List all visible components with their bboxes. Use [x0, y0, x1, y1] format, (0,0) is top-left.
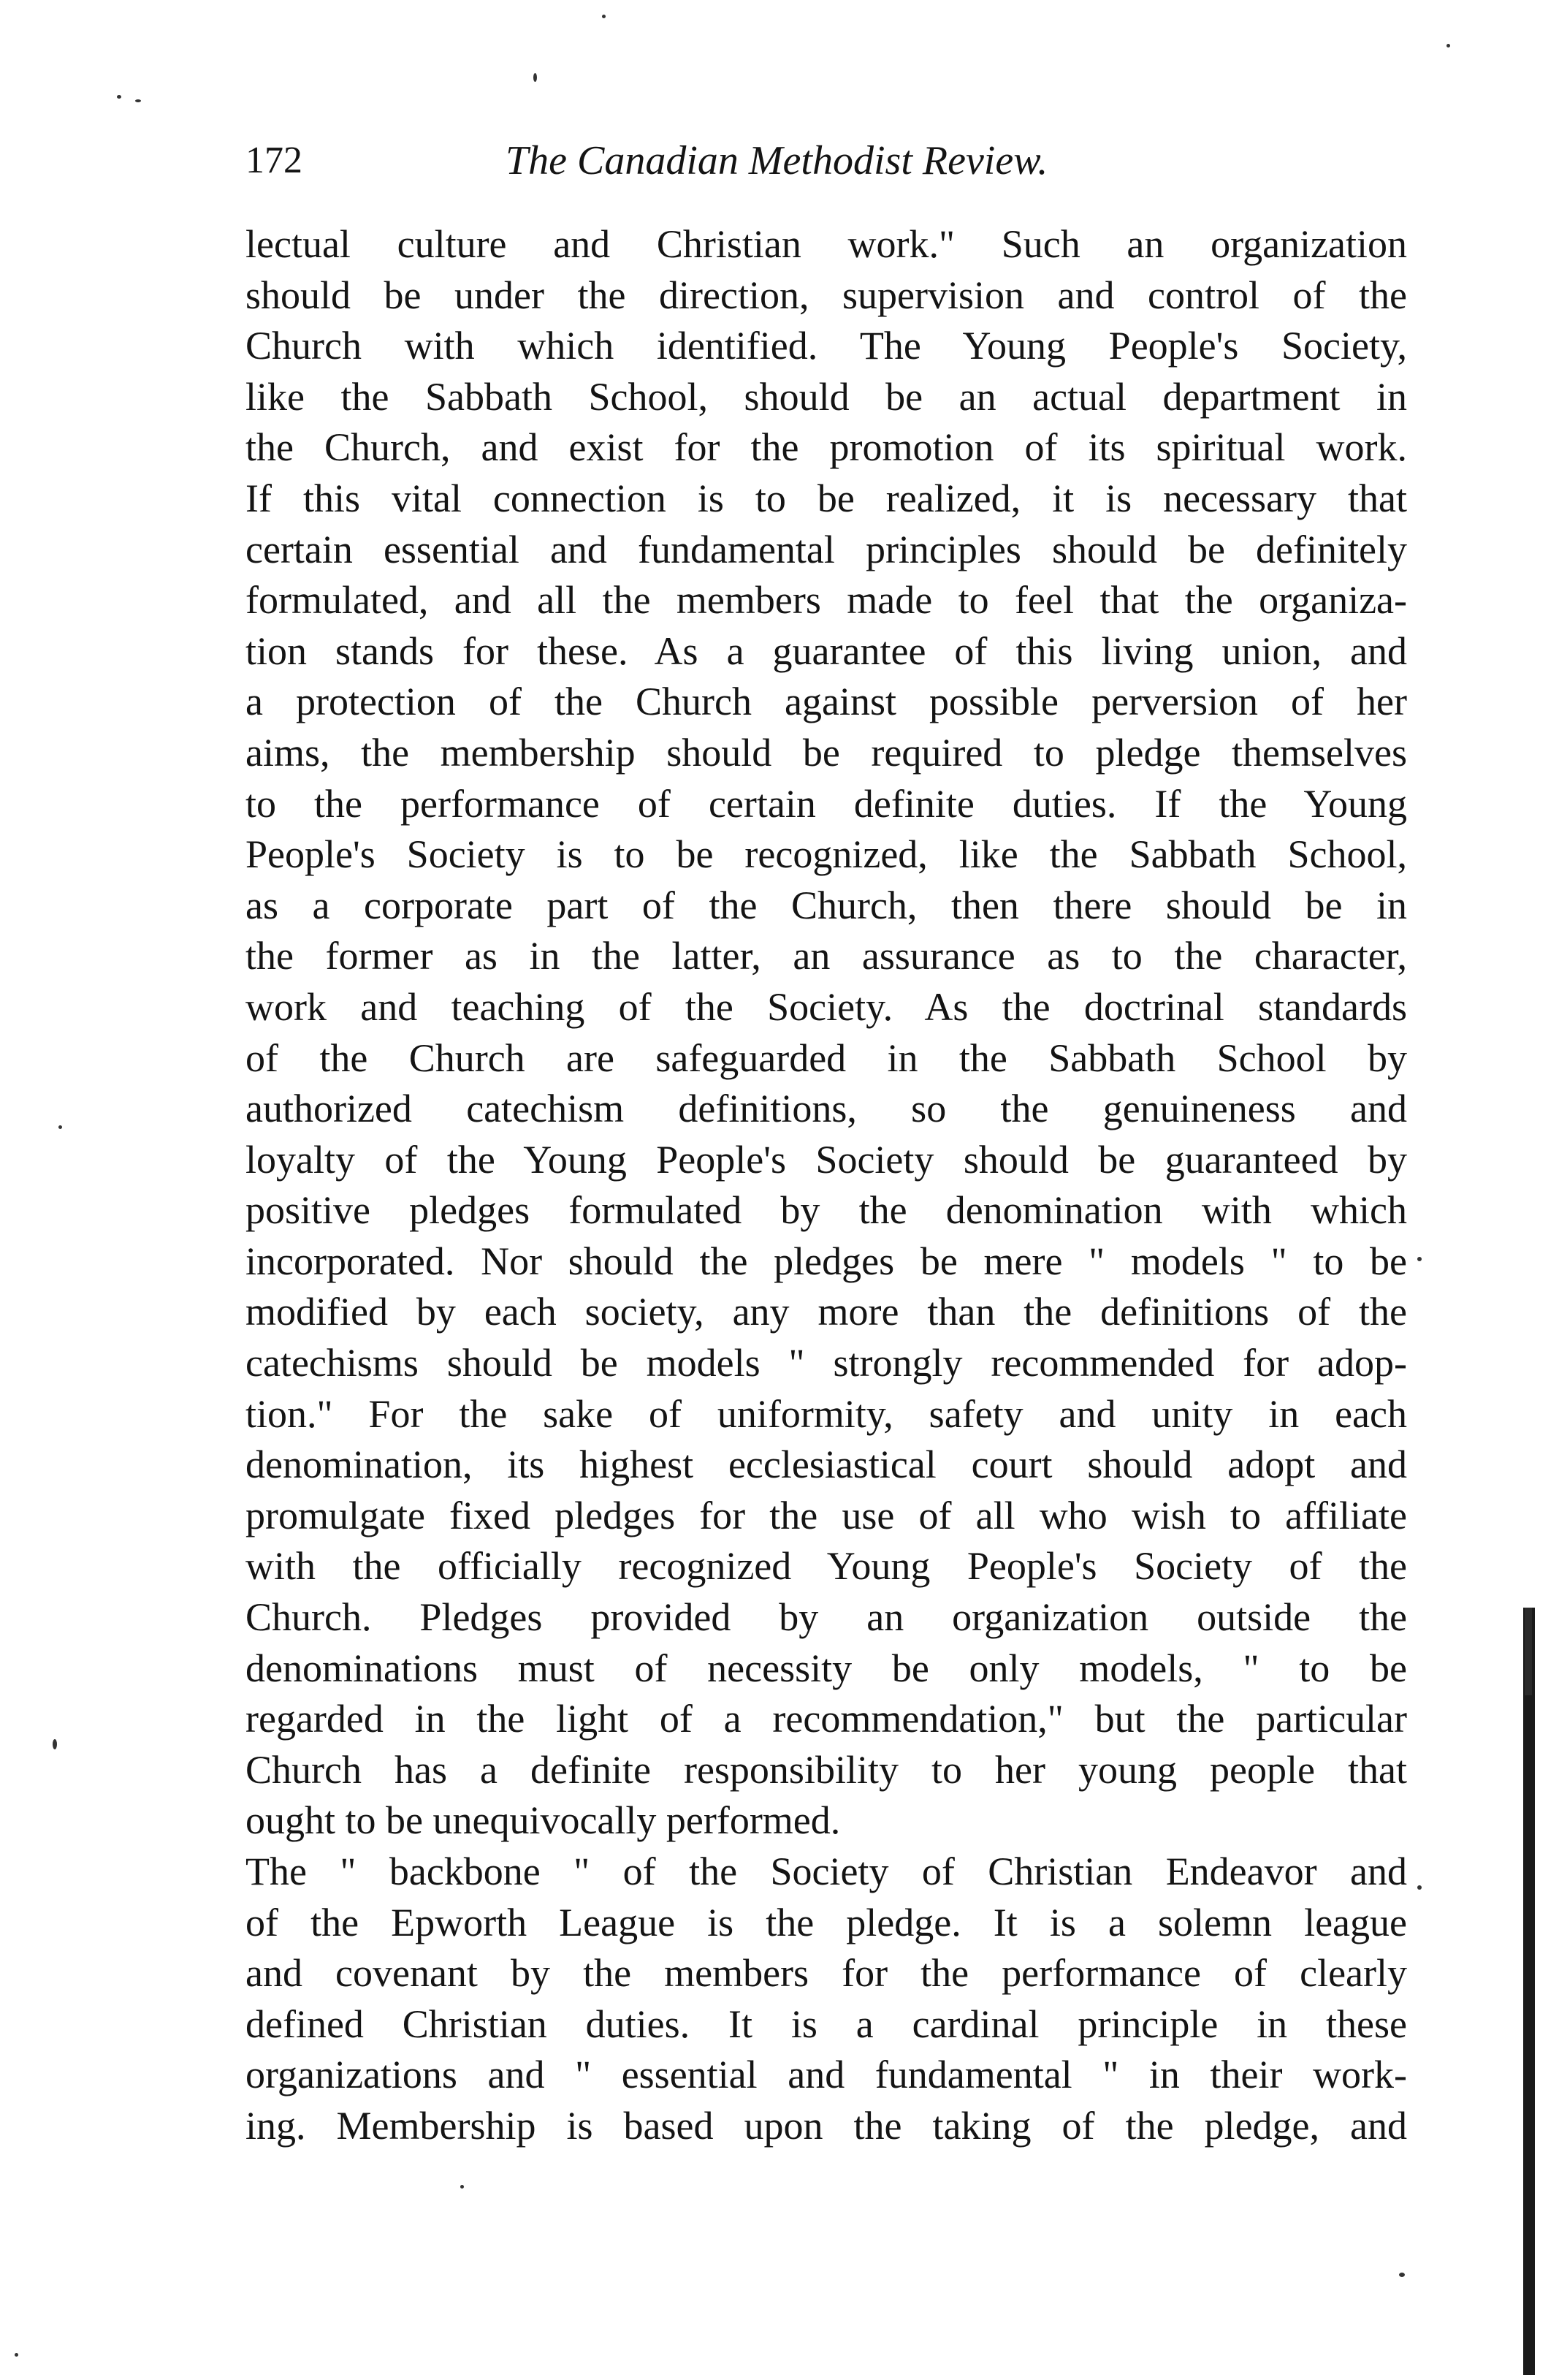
scan-speck: [135, 99, 141, 102]
scan-speck: [15, 2353, 18, 2357]
scan-speck: [1417, 1257, 1422, 1261]
text-line: lectual culture and Christian work." Such an organization: [245, 222, 1407, 266]
text-line: ought to be unequivocally performed.: [245, 1798, 841, 1843]
text-line: denomination, its highest ecclesiastical court should adopt and: [245, 1442, 1407, 1487]
text-line: defined Christian duties. It is a cardinal principle in these: [245, 2001, 1407, 2046]
scan-speck: [1399, 2273, 1405, 2277]
text-line: The " backbone " of the Society of Christian Endeavor and: [245, 1849, 1407, 1893]
text-line: the Church, and exist for the promotion of its spiritual work.: [245, 425, 1407, 470]
text-line: as a corporate part of the Church, then there should be in: [245, 883, 1407, 927]
text-line: ing. Membership is based upon the taking of the pledge, and: [245, 2103, 1407, 2148]
page-header: [245, 132, 1400, 190]
scan-speck: [1417, 1885, 1422, 1890]
scan-speck: [117, 95, 121, 99]
text-line: formulated, and all the members made to feel that the organiza-: [245, 578, 1407, 623]
text-line: Church. Pledges provided by an organization outside the: [245, 1595, 1407, 1640]
text-line: denominations must of necessity be only models, " to be: [245, 1646, 1407, 1690]
scan-edge-shadow-top: [1525, 1608, 1532, 1695]
scan-speck: [533, 73, 537, 82]
text-line: a protection of the Church against possible perversion of her: [245, 680, 1407, 724]
text-line: the former as in the latter, an assurance as to the character,: [245, 934, 1407, 978]
text-line: incorporated. Nor should the pledges be mere " models " to be: [245, 1239, 1407, 1283]
text-line: promulgate fixed pledges for the use of all who wish to affiliate: [245, 1493, 1407, 1537]
scan-speck: [602, 15, 606, 18]
scan-speck: [53, 1739, 57, 1749]
text-line: certain essential and fundamental principles should be definitely: [245, 527, 1407, 571]
text-line: and covenant by the members for the performance of clearly: [245, 1951, 1407, 1996]
text-line: Church has a definite responsibility to her young people that: [245, 1747, 1407, 1792]
text-line: modified by each society, any more than the definitions of the: [245, 1290, 1407, 1334]
text-line: authorized catechism definitions, so the genuineness and: [245, 1087, 1407, 1131]
body-text: [245, 219, 1407, 2152]
page-number: 172: [245, 140, 302, 181]
scan-edge-shadow: [1523, 1608, 1535, 2375]
text-line: to the performance of certain definite duties. If the Young: [245, 781, 1407, 826]
text-line: should be under the direction, supervision and control of the: [245, 273, 1407, 317]
text-line: positive pledges formulated by the denomination with which: [245, 1188, 1407, 1233]
text-line: work and teaching of the Society. As the doctrinal standards: [245, 984, 1407, 1029]
text-line: Church with which identified. The Young People's Society,: [245, 324, 1407, 368]
text-line: loyalty of the Young People's Society should be guaranteed by: [245, 1137, 1407, 1182]
text-line: of the Church are safeguarded in the Sabbath School by: [245, 1035, 1407, 1080]
text-line: like the Sabbath School, should be an actual department in: [245, 374, 1407, 419]
scan-speck: [460, 2185, 464, 2189]
running-title: The Canadian Methodist Review.: [506, 138, 1048, 183]
text-line: aims, the membership should be required to pledge themselves: [245, 730, 1407, 775]
text-line: organizations and " essential and fundamental " in their work-: [245, 2053, 1407, 2097]
text-line: If this vital connection is to be realized, it is necessary that: [245, 476, 1407, 520]
text-line: tion stands for these. As a guarantee of this living union, and: [245, 628, 1407, 673]
scan-speck: [1446, 44, 1450, 47]
text-line: catechisms should be models " strongly recommended for adop-: [245, 1341, 1407, 1385]
text-line: regarded in the light of a recommendation," but the particular: [245, 1697, 1407, 1741]
scan-speck: [58, 1125, 62, 1129]
text-line: People's Society is to be recognized, like the Sabbath School,: [245, 832, 1407, 877]
text-line: of the Epworth League is the pledge. It is a solemn league: [245, 1900, 1407, 1944]
text-line: with the officially recognized Young People's Society of the: [245, 1544, 1407, 1589]
text-line: tion." For the sake of uniformity, safety and unity in each: [245, 1391, 1407, 1436]
